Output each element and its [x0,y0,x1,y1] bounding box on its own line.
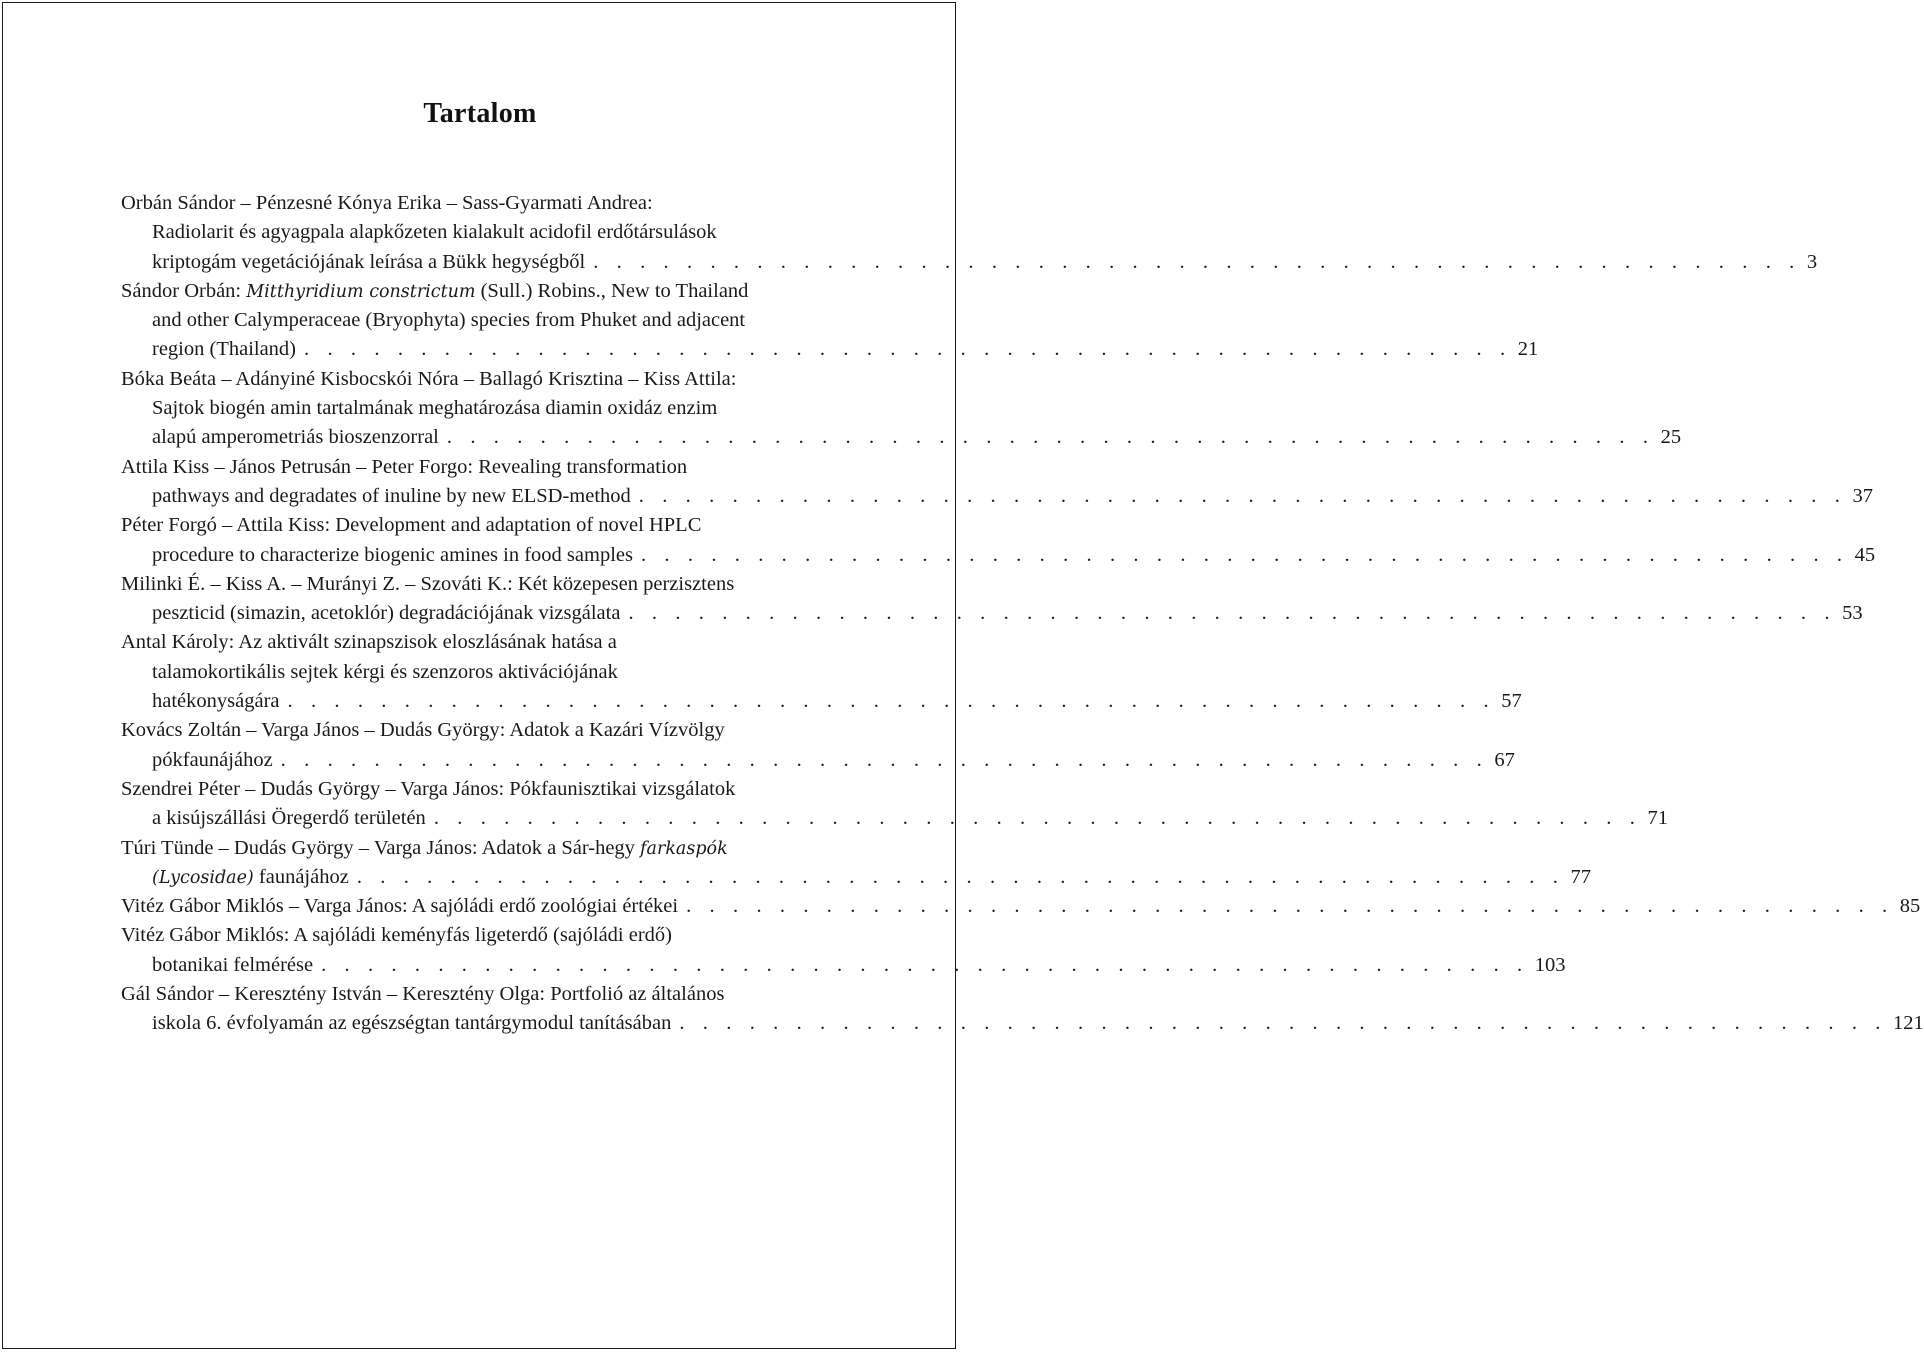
toc-line [121,804,1668,833]
page-number: 67 [1494,748,1515,771]
toc-line [121,951,1566,980]
toc-entry-title-end: a kisújszállási Öregerdő területén [152,807,426,830]
toc-entry-title-end: hatékonyságára [152,690,280,713]
page-number: 57 [1501,690,1522,713]
dot-leader: . . . . . . . . . . . . . . . . . . . . . . . . . . . . . . . . . . . . . . . . . . . . . . . . . . . . [640,543,1849,566]
toc-entry-title-end: alapú amperometriás bioszenzorral [152,426,439,449]
dot-leader: . . . . . . . . . . . . . . . . . . . . . . . . . . . . . . . . . . . . . . . . . . . . . . . . . . . . [628,602,1837,625]
toc-line: Radiolarit és agyagpala alapkőzeten kialakult acidofil erdőtársulások [152,221,717,244]
toc-line: Vitéz Gábor Miklós: A sajóládi keményfás ligeterdő (sajóládi erdő) [121,924,672,947]
toc-entry [121,775,1668,834]
page-number: 45 [1854,543,1876,566]
dot-leader: . . . . . . . . . . . . . . . . . . . . . . . . . . . . . . . . . . . . . . . . . . . . . . . . . . . . [638,484,1847,507]
toc-entry [121,453,1873,512]
toc-line [121,599,1863,628]
dot-leader: . . . . . . . . . . . . . . . . . . . . . . . . . . . . . . . . . . . . . . . . . . . . . . . . . . . . [679,1012,1888,1035]
toc-entry-title-end: iskola 6. évfolyamán az egészségtan tantárgymodul tanításában [152,1012,672,1035]
toc-line [121,482,1873,511]
toc-entry [121,365,1682,453]
toc-line [121,892,1921,921]
toc-entry-title-end: pókfaunájához [152,748,273,771]
toc-line [121,248,1818,277]
page-number: 77 [1570,865,1591,888]
toc-line: Sajtok biogén amin tartalmának meghatározása diamin oxidáz enzim [152,397,718,420]
toc-italic-text: (Lycosidae) [152,867,254,888]
toc-line-text: faunájához [253,865,349,888]
toc-entry-title-end: region (Thailand) [152,338,297,361]
toc-line [121,834,832,863]
toc-entry-title-end: botanikai felmérése [152,953,314,976]
page-number: 53 [1842,602,1863,625]
page-number: 25 [1660,426,1682,449]
toc-line-text: Túri Tünde – Dudás György – Varga János: Adatok a Sár-hegy [121,836,641,859]
toc-line: Antal Károly: Az aktivált szinapszisok eloszlásának hatása a [121,631,617,654]
toc-line-text: (Sull.) Robins., New to Thailand [475,279,749,302]
toc-line: Attila Kiss – János Petrusán – Peter Forgo: Revealing transformation [121,455,688,478]
toc-entry-title-end: kriptogám vegetációjának leírása a Bükk hegységből [152,250,586,273]
page-number: 21 [1517,338,1539,361]
toc-entry [121,189,1818,277]
toc-line: Szendrei Péter – Dudás György – Varga János: Pókfaunisztikai vizsgálatok [121,777,736,800]
toc-line-text: Sándor Orbán: [121,279,247,302]
toc-entry-title-end [152,863,349,893]
page-number: 3 [1806,250,1818,273]
dot-leader: . . . . . . . . . . . . . . . . . . . . . . . . . . . . . . . . . . . . . . . . . . . . . . . . . . . . [287,690,1496,713]
toc-line: talamokortikális sejtek kérgi és szenzoros aktivációjának [152,660,618,683]
page-title: Tartalom [423,98,537,129]
dot-leader: . . . . . . . . . . . . . . . . . . . . . . . . . . . . . . . . . . . . . . . . . . . . . . . . . . . . [686,895,1894,918]
table-of-contents [121,189,1924,1039]
toc-line: Gál Sándor – Keresztény István – Keresztény Olga: Portfolió az általános [121,983,725,1006]
toc-entry [121,628,1522,716]
toc-entry-title-end: pathways and degradates of inuline by new ELSD-method [152,484,631,507]
toc-entry [121,277,1539,365]
dot-leader: . . . . . . . . . . . . . . . . . . . . . . . . . . . . . . . . . . . . . . . . . . . . . . . . . . . . [321,953,1529,976]
toc-entry [121,511,1876,570]
toc-entry [121,892,1921,921]
toc-entry [121,716,1515,775]
toc-line: Orbán Sándor – Pénzesné Kónya Erika – Sass-Gyarmati Andrea: [121,192,653,214]
toc-line [121,277,832,306]
toc-line [121,423,1682,452]
toc-italic-text: Mitthyridium constrictum [246,281,476,302]
toc-entry [121,921,1566,980]
dot-leader: . . . . . . . . . . . . . . . . . . . . . . . . . . . . . . . . . . . . . . . . . . . . . . . . . . . . [446,426,1655,449]
page-number: 103 [1534,953,1566,976]
toc-line: Milinki É. – Kiss A. – Murányi Z. – Szováti K.: Két közepesen perzisztens [121,572,735,595]
toc-line [121,863,1591,892]
toc-line [121,687,1522,716]
dot-leader: . . . . . . . . . . . . . . . . . . . . . . . . . . . . . . . . . . . . . . . . . . . . . . . . . . . . [593,250,1801,273]
toc-line: Bóka Beáta – Adányiné Kisbocskói Nóra – Ballagó Krisztina – Kiss Attila: [121,367,737,390]
toc-entry-title-end: peszticid (simazin, acetoklór) degradációjának vizsgálata [152,602,621,625]
toc-entry-title-end: procedure to characterize biogenic amines in food samples [152,543,633,566]
dot-leader: . . . . . . . . . . . . . . . . . . . . . . . . . . . . . . . . . . . . . . . . . . . . . . . . . . . . [304,338,1512,361]
toc-italic-text: farkaspók [640,838,728,859]
toc-line: and other Calymperaceae (Bryophyta) species from Phuket and adjacent [152,309,746,332]
page-number: 85 [1899,895,1921,918]
toc-line [121,1009,1924,1038]
toc-entry [121,570,1863,629]
toc-line [121,541,1876,570]
dot-leader: . . . . . . . . . . . . . . . . . . . . . . . . . . . . . . . . . . . . . . . . . . . . . . . . . . . . [356,865,1565,888]
toc-line [121,746,1515,775]
dot-leader: . . . . . . . . . . . . . . . . . . . . . . . . . . . . . . . . . . . . . . . . . . . . . . . . . . . . [280,748,1489,771]
toc-line: Péter Forgó – Attila Kiss: Development and adaptation of novel HPLC [121,514,702,537]
dot-leader: . . . . . . . . . . . . . . . . . . . . . . . . . . . . . . . . . . . . . . . . . . . . . . . . . . . . [433,807,1642,830]
toc-entry-title-end: Vitéz Gábor Miklós – Varga János: A sajóládi erdő zoológiai értékei [121,895,679,918]
page-number: 121 [1893,1012,1924,1035]
toc-entry [121,834,1591,893]
toc-line: Kovács Zoltán – Varga János – Dudás György: Adatok a Kazári Vízvölgy [121,719,725,742]
page-number: 37 [1852,484,1873,507]
toc-line [121,335,1539,364]
toc-entry [121,980,1924,1039]
page-number: 71 [1647,807,1668,830]
